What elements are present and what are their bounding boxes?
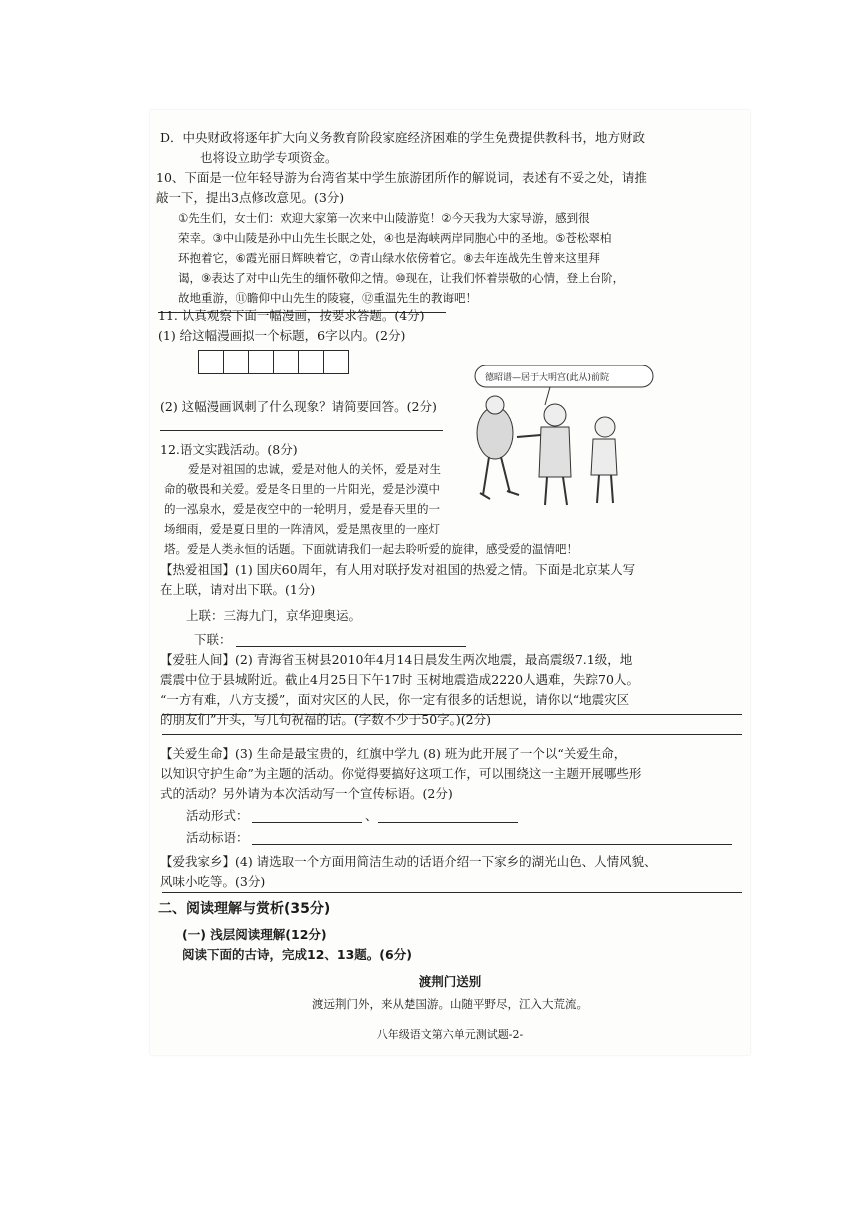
- q10-passage-line: 环抱着它，⑥霞光丽日辉映着它，⑦青山绿水依傍着它。⑧去年连战先生曾来这里拜: [178, 251, 600, 265]
- question-10: [156, 168, 746, 208]
- q12-part4: [160, 852, 750, 892]
- q10-passage-line: 故地重游，⑪瞻仰中山先生的陵寝，⑫重温先生的教诲吧！: [178, 291, 477, 305]
- activity-slogan-label: 活动标语：: [186, 830, 249, 845]
- q12-part1-line: 在上联，请对出下联。(1分): [160, 582, 316, 597]
- couplet-lower-label: 下联：: [194, 632, 232, 647]
- answer-box[interactable]: [273, 350, 299, 374]
- q10-stem-line1: 10、下面是一位年轻导游为台湾省某中学生旅游团所作的解说词，表述有不妥之处，请推: [156, 170, 647, 185]
- section-2-title: 二、阅读理解与赏析(35分): [158, 901, 331, 917]
- section-2-instruction: 阅读下面的古诗，完成12、13题。(6分): [182, 947, 412, 962]
- q10-passage-line: 荣幸。③中山陵是孙中山先生长眠之处，④也是海峡两岸同胞心中的圣地。⑤苍松翠柏: [178, 231, 612, 245]
- q12-intro-line: 场细雨，爱是夏日里的一阵清风，爱是黑夜里的一座灯: [164, 522, 440, 536]
- page-footer: 八年级语文第六单元测试题-2-: [376, 1028, 524, 1041]
- activity-slogan-input[interactable]: [252, 844, 732, 845]
- q12-part3-line: 【关爱生命】(3) 生命是最宝贵的，红旗中学九 (8) 班为此开展了一个以“关爱生命，: [160, 746, 627, 761]
- q12-intro-line: 爱是对祖国的忠诚，爱是对他人的关怀，爱是对生: [188, 462, 441, 476]
- answer-box[interactable]: [198, 350, 224, 374]
- q12-part4-line: 风味小吃等。(3分): [160, 874, 266, 889]
- q12-intro-line: 命的敬畏和关爱。爱是冬日里的一片阳光，爱是沙漠中: [164, 482, 440, 496]
- q12-part1-line: 【热爱祖国】(1) 国庆60周年，有人用对联抒发对祖国的热爱之情。下面是北京某人写: [160, 562, 636, 577]
- answer-box[interactable]: [323, 350, 349, 374]
- q11-sub2: (2) 这幅漫画讽刺了什么现象？请简要回答。(2分): [160, 399, 437, 414]
- option-d: [160, 128, 745, 168]
- q11-sub1: (1) 给这幅漫画拟一个标题，6字以内。(2分): [158, 328, 406, 343]
- q12-part2-line: “一方有难，八方支援”，面对灾区的人民，你一定有很多的话想说，请你以“地震灾区: [160, 692, 630, 707]
- q12-part3-line: 以知识守护生命”为主题的活动。你觉得要搞好这项工作，可以围绕这一主题开展哪些形: [160, 766, 642, 781]
- activity-form-input[interactable]: [252, 822, 362, 823]
- question-11: [158, 306, 448, 346]
- answer-line[interactable]: [162, 892, 742, 893]
- answer-line[interactable]: [160, 430, 443, 431]
- poem-title: 渡荆门送别: [418, 974, 482, 989]
- q12-part2-line: 震震中位于县城附近。截止4月25日下午17时 玉树地震造成2220人遇难，失踪70人。: [160, 672, 639, 687]
- q12-part4-line: 【爱我家乡】(4) 请选取一个方面用简洁生动的话语介绍一下家乡的湖光山色、人情风貌、: [160, 854, 657, 869]
- exam-page: [150, 110, 750, 1055]
- activity-form-separator: 、: [365, 808, 378, 823]
- q12-intro-line: 的一泓泉水，爱是夜空中的一轮明月，爱是春天里的一: [164, 502, 440, 516]
- q12-part2-line: 【爱驻人间】(2) 青海省玉树县2010年4月14日晨发生两次地震，最高震级7.1级，地: [160, 652, 633, 667]
- section-2-subtitle: (一) 浅层阅读理解(12分): [182, 927, 327, 942]
- answer-line[interactable]: [162, 734, 742, 735]
- q12-part3-line: 式的活动？另外请为本次活动写一个宣传标语。(2分): [160, 786, 453, 801]
- q12-intro: [164, 459, 456, 539]
- answer-box[interactable]: [248, 350, 274, 374]
- q11-title: 11. 认真观察下面一幅漫画，按要求答题。(4分): [158, 308, 425, 323]
- couplet-answer-line[interactable]: [236, 646, 466, 647]
- q12-part3: [160, 744, 750, 804]
- answer-box[interactable]: [223, 350, 249, 374]
- couplet-upper: 上联：三海九门，京华迎奥运。: [186, 608, 362, 623]
- activity-form-label: 活动形式：: [186, 808, 249, 823]
- q12-part2-line: 的朋友们”开头，写几句祝福的话。(字数不少于50字。)(2分): [160, 712, 492, 727]
- poem-line: 渡远荆门外，来从楚国游。山随平野尽，江入大荒流。: [312, 997, 588, 1011]
- option-d-line1: D．中央财政将逐年扩大向义务教育阶段家庭经济困难的学生免费提供教科书，地方财政: [160, 130, 646, 145]
- q12-title: 12.语文实践活动。(8分): [160, 442, 298, 457]
- q10-stem-line2: 敲一下，提出3点修改意见。(3分): [156, 190, 345, 205]
- q12-part1: [160, 560, 745, 600]
- answer-line[interactable]: [162, 714, 742, 715]
- q12-part2: [160, 650, 750, 730]
- activity-form-input[interactable]: [378, 822, 518, 823]
- q10-passage: [178, 208, 748, 308]
- answer-box[interactable]: [298, 350, 324, 374]
- cartoon-image: [455, 365, 655, 510]
- cartoon-bubble-text: 德昭谱—居于大明宫(此从)前院: [485, 373, 610, 383]
- option-d-line2: 也将设立助学专项资金。: [200, 150, 338, 165]
- q10-passage-line: 谒，⑨表达了对中山先生的缅怀敬仰之情。⑩现在，让我们怀着崇敬的心情，登上台阶，: [178, 271, 625, 285]
- q12-intro-last: 塔。爱是人类永恒的话题。下面就请我们一起去聆听爱的旋律，感受爱的温情吧！: [164, 542, 578, 556]
- title-answer-boxes[interactable]: [198, 350, 348, 374]
- q10-passage-line: ①先生们，女士们：欢迎大家第一次来中山陵游览！②今天我为大家导游，感到很: [178, 211, 590, 225]
